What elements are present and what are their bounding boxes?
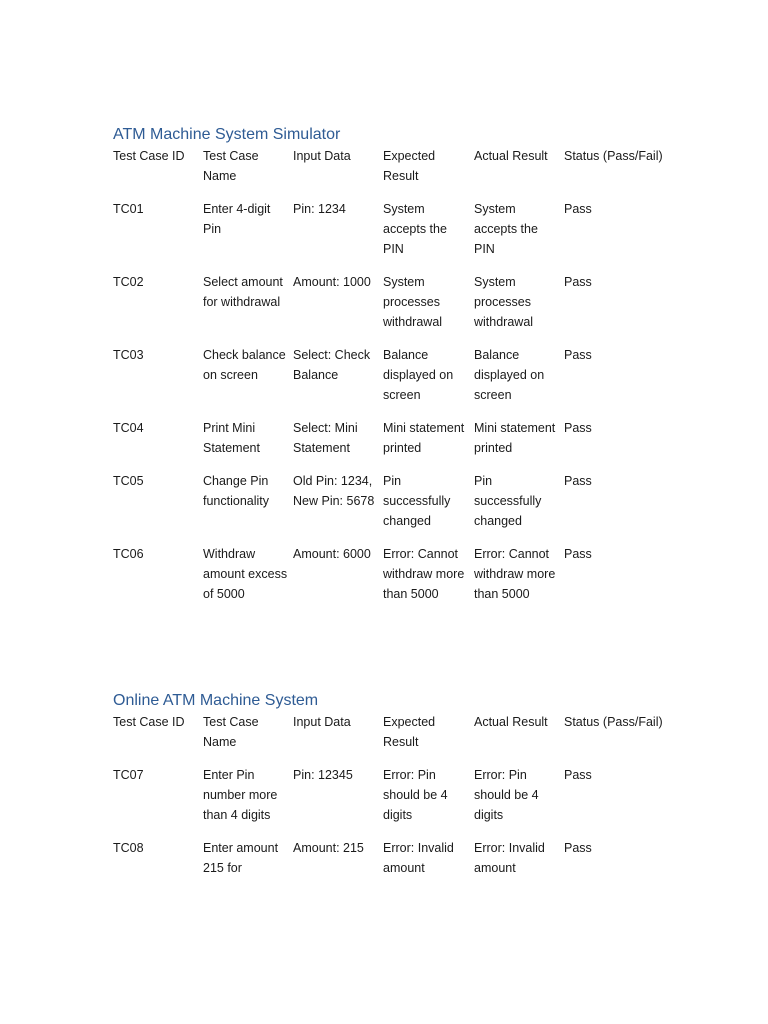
cell-expected-result: System accepts the PIN [383, 202, 447, 256]
table-row [113, 345, 673, 418]
test-case-table [113, 146, 673, 617]
cell-test-case-id: TC04 [113, 421, 144, 435]
cell-actual-result: Error: Invalid amount [474, 841, 545, 875]
cell-actual-result: Error: Pin should be 4 digits [474, 768, 539, 822]
table-row [113, 199, 673, 272]
table-header-row [113, 712, 673, 765]
cell-expected-result: Balance displayed on screen [383, 348, 454, 402]
column-header-input-data: Input Data [293, 715, 351, 729]
cell-status: Pass [564, 275, 592, 289]
cell-expected-result: Error: Invalid amount [383, 841, 454, 875]
cell-test-case-name: Withdraw amount excess of 5000 [203, 547, 288, 601]
cell-test-case-name: Enter Pin number more than 4 digits [203, 768, 278, 822]
column-header-actual-result: Actual Result [474, 149, 548, 163]
section-atm-simulator [113, 124, 673, 617]
cell-input-data: Amount: 215 [293, 841, 364, 855]
cell-input-data: Select: Mini Statement [293, 421, 358, 455]
cell-input-data: Amount: 6000 [293, 547, 371, 561]
cell-test-case-id: TC08 [113, 841, 144, 855]
cell-test-case-id: TC06 [113, 547, 144, 561]
cell-test-case-name: Print Mini Statement [203, 421, 260, 455]
column-header-test-case-id: Test Case ID [113, 715, 185, 729]
cell-test-case-id: TC02 [113, 275, 144, 289]
cell-test-case-name: Select amount for withdrawal [203, 275, 283, 309]
cell-status: Pass [564, 768, 592, 782]
column-header-actual-result: Actual Result [474, 715, 548, 729]
cell-input-data: Pin: 12345 [293, 768, 353, 782]
table-row [113, 418, 673, 471]
cell-status: Pass [564, 547, 592, 561]
cell-test-case-id: TC01 [113, 202, 144, 216]
cell-actual-result: Pin successfully changed [474, 474, 542, 528]
column-header-status: Status (Pass/Fail) [564, 715, 663, 729]
column-header-test-case-name: Test Case Name [203, 149, 259, 183]
table-row [113, 544, 673, 617]
cell-status: Pass [564, 841, 592, 855]
cell-status: Pass [564, 348, 592, 362]
cell-test-case-name: Check balance on screen [203, 348, 286, 382]
cell-input-data: Amount: 1000 [293, 275, 371, 289]
cell-actual-result: System accepts the PIN [474, 202, 538, 256]
cell-status: Pass [564, 421, 592, 435]
table-row [113, 765, 673, 838]
cell-status: Pass [564, 474, 592, 488]
test-case-table [113, 712, 673, 891]
cell-input-data: Old Pin: 1234, New Pin: 5678 [293, 474, 375, 508]
cell-test-case-name: Enter 4-digit Pin [203, 202, 271, 236]
section-heading: Online ATM Machine System [113, 692, 319, 709]
section-heading: ATM Machine System Simulator [113, 126, 341, 143]
cell-expected-result: Error: Cannot withdraw more than 5000 [383, 547, 465, 601]
cell-test-case-name: Change Pin functionality [203, 474, 270, 508]
cell-test-case-id: TC05 [113, 474, 144, 488]
cell-test-case-name: Enter amount 215 for [203, 841, 279, 875]
cell-actual-result: System processes withdrawal [474, 275, 534, 329]
cell-expected-result: System processes withdrawal [383, 275, 443, 329]
cell-test-case-id: TC03 [113, 348, 144, 362]
column-header-input-data: Input Data [293, 149, 351, 163]
column-header-test-case-id: Test Case ID [113, 149, 185, 163]
table-row [113, 838, 673, 891]
cell-status: Pass [564, 202, 592, 216]
cell-expected-result: Error: Pin should be 4 digits [383, 768, 448, 822]
column-header-expected-result: Expected Result [383, 715, 436, 749]
column-header-test-case-name: Test Case Name [203, 715, 259, 749]
table-row [113, 471, 673, 544]
column-header-expected-result: Expected Result [383, 149, 436, 183]
column-header-status: Status (Pass/Fail) [564, 149, 663, 163]
cell-test-case-id: TC07 [113, 768, 144, 782]
cell-actual-result: Balance displayed on screen [474, 348, 545, 402]
table-header-row [113, 146, 673, 199]
cell-expected-result: Pin successfully changed [383, 474, 451, 528]
cell-actual-result: Mini statement printed [474, 421, 556, 455]
section-online-atm [113, 690, 673, 891]
cell-input-data: Select: Check Balance [293, 348, 371, 382]
cell-input-data: Pin: 1234 [293, 202, 346, 216]
cell-actual-result: Error: Cannot withdraw more than 5000 [474, 547, 556, 601]
table-row [113, 272, 673, 345]
cell-expected-result: Mini statement printed [383, 421, 465, 455]
